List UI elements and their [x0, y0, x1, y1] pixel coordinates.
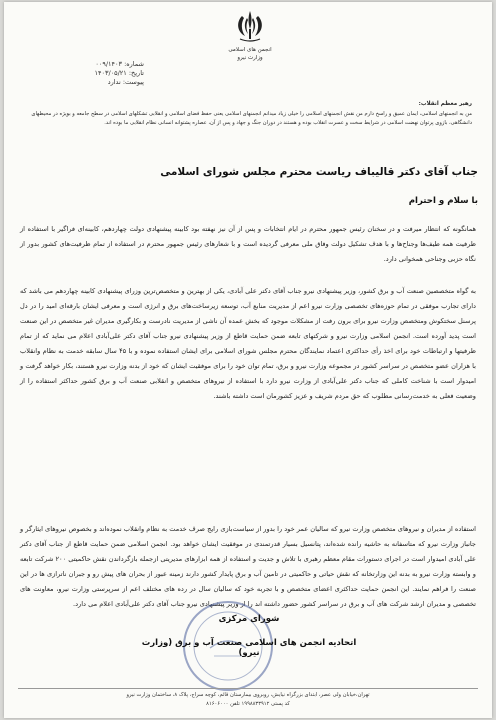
- greeting: با سلام و احترام: [408, 196, 478, 206]
- iran-emblem-icon: [228, 8, 272, 44]
- recipient-title: جناب آقای دکتر قالیباف ریاست محترم مجلس شورای اسلامی: [160, 166, 478, 178]
- letter-number: شماره: ۰۰۹/۱۴۰۳: [95, 60, 144, 68]
- letterhead: [194, 46, 306, 62]
- footer-address: تهران،خیابان ولی عصر، ابتدای بزرگراه نیایش، روبروی بیمارستان قائم، کوچه سراج، پلاک ۸، ساختمان وزارت نیرو: [126, 692, 370, 698]
- letter-attachment: پیوست: ندارد: [107, 78, 144, 86]
- signature-council: شورای مرکزی: [218, 614, 280, 624]
- letterhead-ministry: وزارت نیرو: [237, 55, 263, 61]
- letter-footer: [18, 688, 478, 709]
- body-paragraph-2: به گواه متخصصین صنعت آب و برق کشور، وزیر پیشنهادی نیرو جناب آقای دکتر علی آبادی، یکی از بهترین و متخصص‌ترین وزرای پیشنهادی کابینه چهاردهم می باشد که دارای تجارب موفقی در تمام حوزه‌های تخصصی وزارت نیرو اعم از مدیریت منابع آب، توسعه زیرساخت‌های برق و انرژی است و معرفی ایشان بارقه‌ای امید را در دل پرسنل سختکوش ومتخصص وزارت نیرو برای برون رفت از مشکلات موجود که بخش عمده آن ناشی از مدیریت نادرست و بکارگیری مدیران غیر متخصص در این صنعت است پدید آورده است. انجمن اسلامی وزارت نیرو و شرکتهای تابعه ضمن حمایت قاطع از وزیر پیشنهادی نیرو جناب آقای دکتر علی‌آبادی اعلام می نماید که از تمام ظرفیتها و ارتباطات خود برای اخذ رأی حداکثری اعتماد نمایندگان محترم مجلس شورای اسلامی برای ایشان استفاده نموده و با ۴۵ سال سابقه خدمت به نظام وانقلاب با هزاران عضو متخصص در سراسر کشور در مجموعه وزارت نیرو و برق، تمام توان خود را برای موفقیت ایشان که خود از بدنه وزارت نیرو هستند، بکار خواهد گرفت و امیدوار است با شناخت کاملی که جناب دکتر علی‌آبادی از وزارت نیرو دارد با استفاده از نیروهای متخصص و انقلابی صنعت آب و برق کشور حداکثر استفاده را از وضعیت فعلی به خدمت‌رسانی مطلوب که حق مردم شریف و عزیز کشورمان است داشته باشند.: [20, 287, 476, 400]
- footer-contact: کد پستی ۱۹۹۸۸۳۳۹۱۲ تلفن ۸۱۶۰۶۰۰۰: [206, 701, 290, 707]
- letter-page: [4, 2, 492, 718]
- body-paragraph-1: همانگونه که انتظار میرفت و در سخنان رئیس جمهور محترم در ایام انتخابات و پس از آن نیز نهفته بود کابینه پیشنهادی دولت چهاردهم، کابینه‌ای فراگیر با استفاده از ظرفیت همه طیف‌ها وجناح‌ها و با هدف تشکیل دولت وفاق ملی معرفی گردیده است و با شعارهای رئیس جمهور محترم در استفاده از تمام ظرفیت‌های کشور بدور از نگاه حزبی وجناحی همخوانی دارد.: [20, 225, 476, 263]
- quote-attribution: رهبر معظم انقلاب:: [418, 101, 472, 107]
- letterhead-org: انجمن های اسلامی: [228, 47, 272, 53]
- letter-date: تاریخ: ۱۴۰۳/۰۵/۲۱: [94, 69, 144, 77]
- quote-text: من به انجمنهای اسلامی، ایمان عمیق و راسخ دارم من نقش انجمنهای اسلامی را خیلی زیاد میدانم انجمنهای اسلامی یعنی حفظ فضای اسلامی و انقلابی تشکلهای اسلامی در سطح جامعه و بویژه در محیطهای دانشگاهی، بازوی پرتوان نهضت اسلامی در شرایط سخت و عسرت انقلاب بوده و هستند در دوران جنگ و جهاد و پس از آن، عصاره پشتوانه انسانی نظام انقلابی ما بوده اند.: [31, 110, 472, 126]
- body-paragraph-3: استفاده از مدیران و نیروهای متخصص وزارت نیرو که سالیان عمر خود را بدور از سیاست‌بازی رایج صرف خدمت به نظام وانقلاب نموده‌اند و بخصوص نیروهای ایثارگر و جانباز وزارت نیرو که متاسفانه به حاشیه رانده شده‌اند، پتانسیل بسیار قدرتمندی در موفقیت ایشان خواهد بود. انجمن اسلامی ضمن حمایت قاطع از جناب آقای دکتر علی آبادی امیدوار است در اجرای دستورات مقام معظم رهبری با تلاش و جدیت و استفاده از همه ابزارهای مدیریتی ازجمله بازگرداندن نقش حاکمیتی ۲۰۰ شرکت تابعه و وابسته وزارت نیرو به بدنه این وزارتخانه که نقش حیاتی و حاکمیتی در تامین آب و برق پایدار کشور دارند زمینه عبور از بحران های پیش رو و جبران ناترازی ها در این صنعت را فراهم نمایند. این انجمن حمایت حداکثری اعضای متخصص و با تجربه خود که سالیان سال در رده های مختلف اعم از سرپرستی وزارت نیرو، معاونت های تخصصی و مدیران ارشد شرکت های آب و برق در سراسر کشور حضور داشته اند را از وزیر پیشنهادی نیرو جناب آقای دکتر علی‌آبادی اعلام می دارد.: [20, 525, 476, 608]
- signature-union: اتحادیه انجمن های اسلامی صنعت آب و برق (وزارت نیرو): [141, 638, 357, 658]
- leader-quote: [24, 100, 472, 129]
- signature-block: [134, 614, 364, 658]
- letter-meta: [34, 60, 144, 87]
